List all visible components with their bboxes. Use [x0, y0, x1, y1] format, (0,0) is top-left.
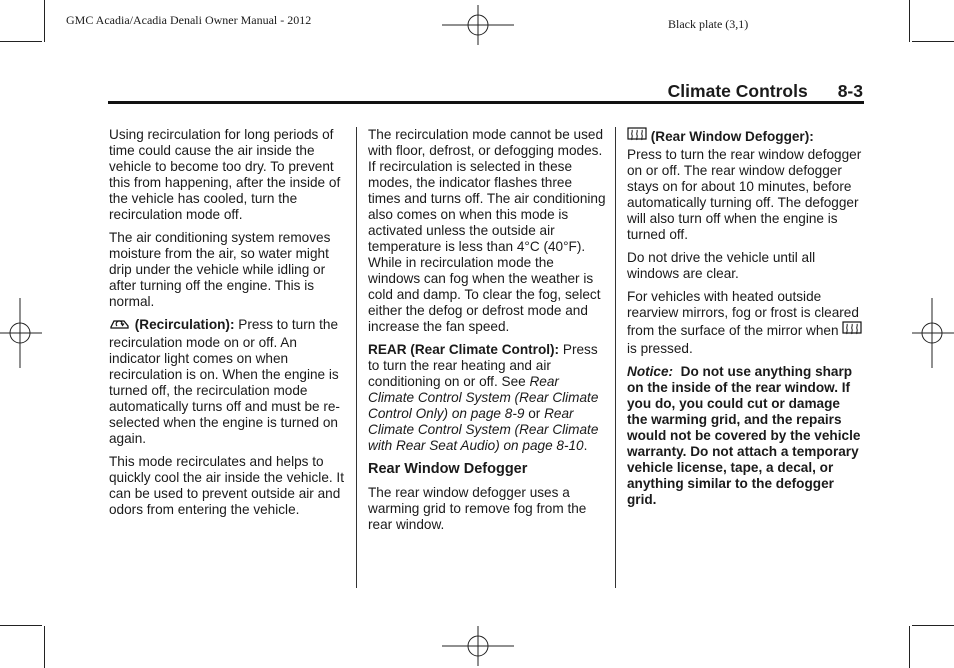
- punctuation: .: [583, 438, 588, 453]
- crosshair-icon: [912, 298, 954, 368]
- crosshair-icon: [0, 298, 42, 368]
- recirculation-icon: [109, 317, 131, 335]
- section-header: [560, 81, 863, 102]
- paragraph: This mode recirculates and helps to quickly cool the air inside the vehicle. It can be used to prevent outside air and odors from entering the vehicle.: [109, 454, 344, 517]
- cross-reference-link[interactable]: Rear Climate Control System (Rear Climate Control Only) on page 8-9: [368, 374, 599, 421]
- manual-title: GMC Acadia/Acadia Denali Owner Manual - 2012: [66, 13, 312, 27]
- notice-label: Notice:: [627, 364, 674, 379]
- defogger-label: (Rear Window Defogger):: [650, 129, 814, 144]
- paragraph: [109, 317, 345, 447]
- notice-text: Do not use anything sharp on the inside of the rear window. If you do, you could cut or damage the warming grid, and the repairs would not be covered by the vehicle warranty. Do not attach a temporary vehicle license, tape, a decal, or anything similar to the defogger grid.: [627, 364, 861, 507]
- mirror-text-end: is pressed.: [627, 341, 693, 356]
- crosshair-icon: [442, 5, 514, 45]
- paragraph: The recirculation mode cannot be used with floor, defrost, or defogging modes. If recirculation is selected in these modes, the indicator flashes three times and turns off. The air conditioning also comes on when this mode is activated unless the outside air temperature is less than 4°C (40°F). While in recirculation mode the windows can fog when the weather is cold and damp. To clear the fog, select either the defog or defrost mode and increase the fan speed.: [368, 127, 606, 334]
- plate-label: Black plate (3,1): [668, 17, 749, 31]
- column-divider: [615, 127, 616, 588]
- column-1: [109, 127, 345, 525]
- cross-reference-link[interactable]: Rear Climate Control System (Rear Climate with Rear Seat Audio) on page 8-10: [368, 406, 599, 453]
- subheading: Rear Window Defogger: [368, 461, 528, 477]
- column-2: [368, 127, 608, 540]
- rear-defogger-icon: [627, 127, 647, 147]
- rear-defogger-icon: [842, 321, 862, 341]
- rear-label: REAR (Rear Climate Control):: [368, 342, 560, 357]
- notice-paragraph: [627, 364, 863, 508]
- paragraph: [627, 289, 863, 357]
- rear-text: Press to turn the rear heating and air conditioning on or off. See: [368, 342, 598, 389]
- recirculation-text: Press to turn the recirculation mode on or off. An indicator light comes on when recirculation is on. When the engine is turned off, the recirculation mode automatically turns off and must be re-selected when the engine is turned on again.: [109, 317, 340, 446]
- crosshair-icon: [442, 626, 514, 666]
- defogger-text: Press to turn the rear window defogger on or off. The rear window defogger stays on for about 10 minutes, before automatically turning off. The defogger will also turn off when the engine is turned off.: [627, 147, 862, 242]
- paragraph: [368, 342, 608, 454]
- recirculation-label: (Recirculation):: [134, 317, 235, 332]
- column-3: [627, 127, 863, 515]
- paragraph: Using recirculation for long periods of time could cause the air inside the vehicle to become too dry. To prevent this from happening, after the inside of the vehicle has cooled, turn the recirculation mode off.: [109, 127, 341, 222]
- section-title: Climate Controls: [667, 81, 808, 101]
- paragraph: [627, 127, 863, 243]
- conjunction: or: [528, 406, 541, 421]
- column-divider: [356, 127, 357, 588]
- paragraph: The air conditioning system removes moisture from the air, so water might drip under the vehicle while idling or after turning off the engine. This is normal.: [109, 230, 331, 309]
- paragraph: The rear window defogger uses a warming grid to remove fog from the rear window.: [368, 485, 587, 532]
- page-number: 8-3: [837, 81, 863, 101]
- paragraph: Do not drive the vehicle until all windows are clear.: [627, 250, 816, 281]
- header-rule: [108, 101, 864, 104]
- mirror-text: For vehicles with heated outside rearview mirrors, fog or frost is cleared from the surface of the mirror when: [627, 289, 859, 338]
